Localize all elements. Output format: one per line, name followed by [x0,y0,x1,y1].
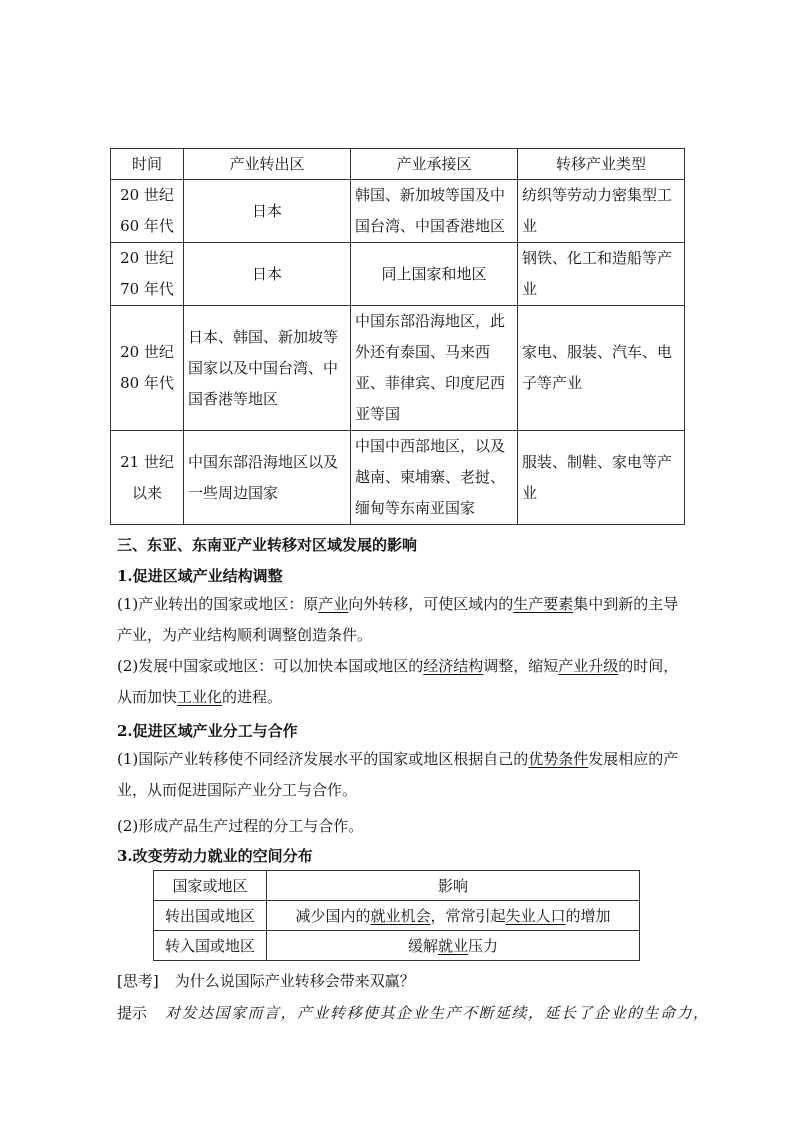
hint-label: 提示 [117,1004,148,1022]
section-3-title: 三、东亚、东南亚产业转移对区域发展的影响 [117,536,418,554]
cell-impact: 缓解就业压力 [267,931,640,961]
cell-type: 服装、制鞋、家电等产业 [518,431,685,525]
cell-type: 家电、服装、汽车、电子等产业 [518,306,685,431]
cell-out: 日本 [184,180,351,243]
table-row [111,243,685,306]
hint-text: 对发达国家而言，产业转移使其企业生产不断延续，延长了企业的生命力， [165,1004,710,1022]
cell-time: 21 世纪 以来 [111,431,184,525]
header-region: 国家或地区 [154,871,267,901]
employment-impact-table [153,870,640,961]
cell-time: 20 世纪 60 年代 [111,180,184,243]
header-out-region: 产业转出区 [184,149,351,180]
industry-transfer-table [110,148,685,525]
think-tag: [思考] [117,972,159,990]
cell-in: 同上国家和地区 [351,243,518,306]
cell-region: 转出国或地区 [154,901,267,931]
cell-in: 中国中西部地区，以及越南、柬埔寨、老挝、缅甸等东南亚国家 [351,431,518,525]
paragraph-1-2: (2)发展中国家或地区：可以加快本国或地区的经济结构调整，缩短产业升级的时间，从而加快工业化的进程。 [117,657,679,706]
paragraph-2-1: (1)国际产业转移使不同经济发展水平的国家或地区根据自己的优势条件发展相应的产业，从而促进国际产业分工与合作。 [117,750,679,799]
cell-in: 中国东部沿海地区，此外还有泰国、马来西亚、菲律宾、印度尼西亚等国 [351,306,518,431]
header-impact: 影响 [267,871,640,901]
subsection-3-title: 3.改变劳动力就业的空间分布 [117,847,313,865]
think-question [117,970,415,991]
cell-out: 日本、韩国、新加坡等国家以及中国台湾、中国香港等地区 [184,306,351,431]
table-row [154,931,640,961]
header-time: 时间 [111,149,184,180]
table-row [111,431,685,525]
table-row [111,306,685,431]
paragraph-2-2: (2)形成产品生产过程的分工与合作。 [117,817,364,835]
subsection-2-title: 2.促进区域产业分工与合作 [117,722,298,740]
cell-type: 钢铁、化工和造船等产业 [518,243,685,306]
cell-time: 20 世纪 70 年代 [111,243,184,306]
cell-impact: 减少国内的就业机会，常常引起失业人口的增加 [267,901,640,931]
cell-in: 韩国、新加坡等国及中国台湾、中国香港地区 [351,180,518,243]
cell-out: 中国东部沿海地区以及一些周边国家 [184,431,351,525]
subsection-1-title: 1.促进区域产业结构调整 [117,567,283,585]
hint-paragraph [117,1002,710,1023]
table-header-row [154,871,640,901]
cell-out: 日本 [184,243,351,306]
cell-time: 20 世纪 80 年代 [111,306,184,431]
cell-type: 纺织等劳动力密集型工业 [518,180,685,243]
header-industry-type: 转移产业类型 [518,149,685,180]
paragraph-1-1: (1)产业转出的国家或地区：原产业向外转移，可使区域内的生产要素集中到新的主导产业，为产业结构顺利调整创造条件。 [117,595,679,644]
cell-region: 转入国或地区 [154,931,267,961]
table-row [111,180,685,243]
table-row [154,901,640,931]
table-header-row [111,149,685,180]
header-in-region: 产业承接区 [351,149,518,180]
think-text: 为什么说国际产业转移会带来双赢？ [174,972,415,990]
